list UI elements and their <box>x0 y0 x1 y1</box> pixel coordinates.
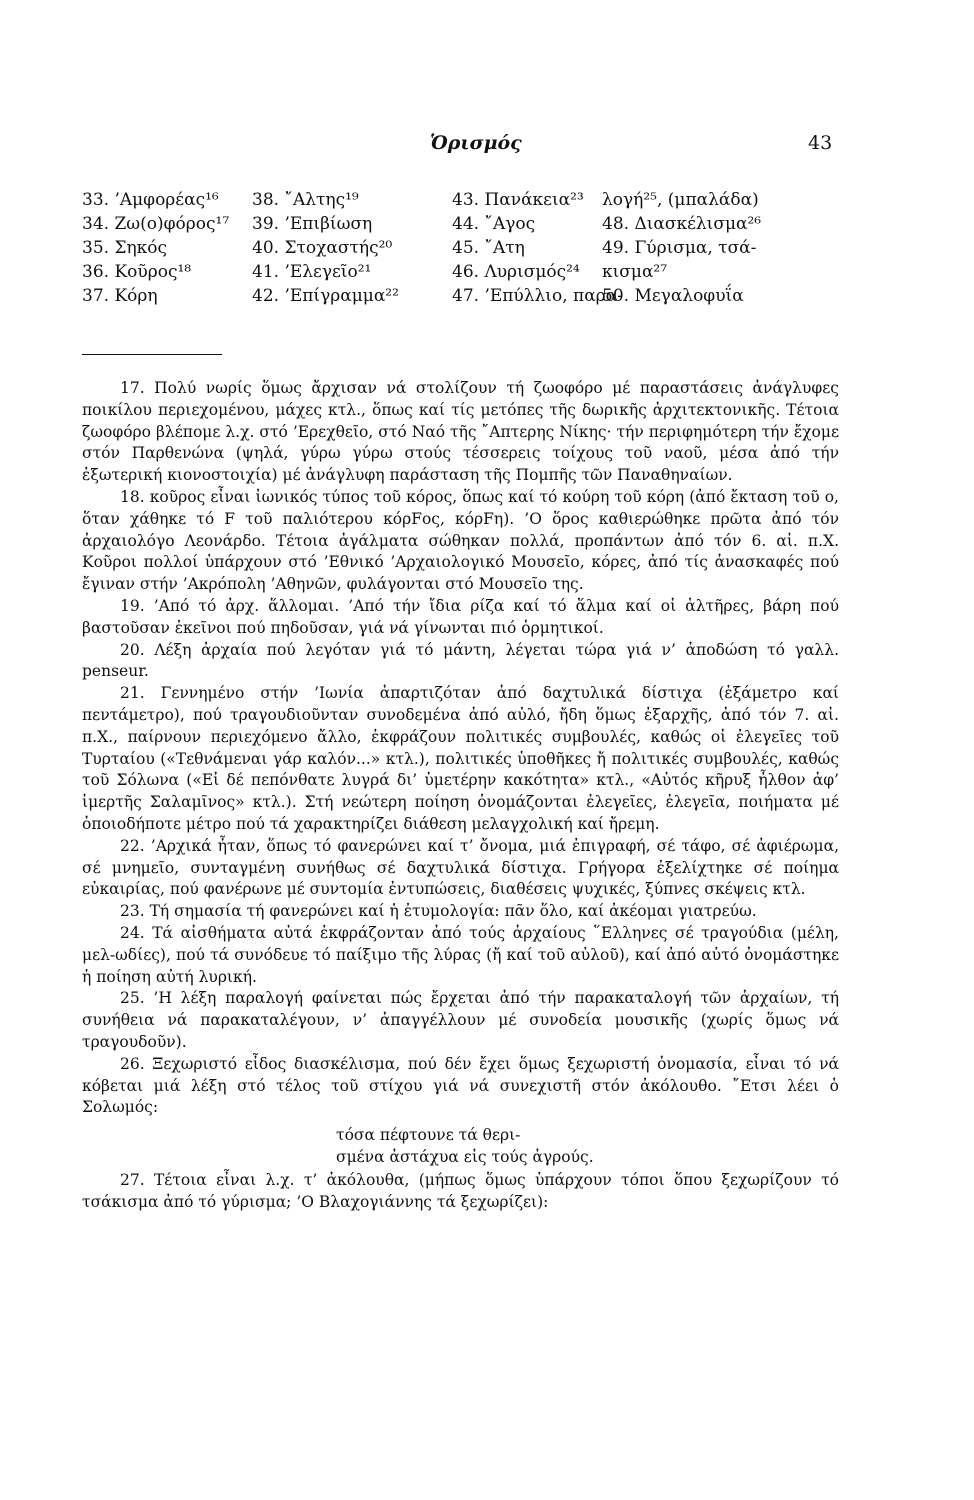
footnote-26: 26. Ξεχωριστό εἶδος διασκέλισμα, πού δέν ἔχει ὅμως ξεχωριστή ὀνομασία, εἶναι τό νά κόβεται μιά λέξη στό τέλος τοῦ στίχου γιά νά συνεχιστῆ στόν ἀκόλουθο. ῎Ετσι λέει ὁ Σολωμός: <box>82 1054 839 1117</box>
index-entry: 41. ’Ελεγεῖο²¹ <box>252 262 372 282</box>
index-entry: 40. Στοχαστής²⁰ <box>252 238 393 258</box>
footnote-19: 19. ’Από τό ἀρχ. ἅλλομαι. ’Από τήν ἴδια ρίζα καί τό ἅλμα καί οἱ ἁλτῆρες, βάρη πού βαστοῦσαν ἐκεῖνοι πού πηδοῦσαν, γιά νά γίνωνται πιό ὁρμητικοί. <box>82 596 839 637</box>
footnote-17: 17. Πολύ νωρίς ὅμως ἄρχισαν νά στολίζουν τή ζωοφόρο μέ παραστάσεις ἀνάγλυφες ποικίλου περιεχομένου, μάχες κτλ., ὅπως καί τίς μετόπες τῆς δωρικῆς ἀρχιτεκτονικῆς. Τέτοια ζωοφόρο βλέπομε λ.χ. στό ’Ερεχθεῖο, στό Ναό τῆς ῎Απτερης Νίκης· τήν περιφημότερη τήν ἔχομε στόν Παρθενώνα (ψηλά, γύρω γύρω στούς τέσσερεις τοίχους τοῦ ναοῦ, μέσα ἀπό τήν ἐξωτερική κιονοστοιχία) μέ ἀνάγλυφη παράσταση τῆς Πομπῆς τῶν Παναθηναίων. <box>82 379 839 485</box>
index-entry: 47. ’Επύλλιο, παρα- <box>452 286 623 306</box>
index-entry: 45. ῎Ατη <box>452 238 525 258</box>
index-entry: 37. Κόρη <box>82 286 158 306</box>
index-entry: λογή²⁵, (μπαλάδα) <box>602 190 759 210</box>
footnote-18: 18. κοῦρος εἶναι ἰωνικός τύπος τοῦ κόρος, ὅπως καί τό κούρη τοῦ κόρη (ἀπό ἔκταση τοῦ ο, ὅταν χάθηκε τό F τοῦ παλιότερου κόρFος, κόρFη). ’Ο ὅρος καθιερώθηκε πρῶτα ἀπό τόν ἀρχαιολόγο Λεονάρδο. Τέτοια ἀγάλματα σώθηκαν πολλά, προπάντων ἀπό τόν 6. αἰ. π.Χ. Κοῦροι πολλοί ὑπάρχουν στό ’Εθνικό ’Αρχαιολογικό Μουσεῖο, κόρες, ἀπό τίς ἀνασκαφές πού ἔγιναν στήν ’Ακρόπολη ’Αθηνῶν, φυλάγονται στό Μουσεῖο της. <box>82 487 839 594</box>
verse-line: τόσα πέφτουνε τά θερι- <box>336 1126 521 1145</box>
index-entry: 38. ῎Αλτης¹⁹ <box>252 190 359 210</box>
page-header <box>0 128 974 160</box>
footnote-divider <box>82 354 222 355</box>
index-entry: κισμα²⁷ <box>602 262 668 282</box>
footnotes <box>82 378 839 1214</box>
index-entry: 34. Ζω(ο)φόρος¹⁷ <box>82 214 230 234</box>
verse-line: σμένα ἀστάχυα εἰς τούς ἀγρούς. <box>336 1148 594 1167</box>
footnote-21: 21. Γεννημένο στήν ’Ιωνία ἀπαρτιζόταν ἀπό δαχτυλικά δίστιχα (ἑξάμετρο καί πεντάμετρο), πού τραγουδιοῦνταν συνοδεμένα ἀπό αὐλό, ἤδη ὅμως ἐξαρχῆς, ἀπό τόν 7. αἰ. π.Χ., παίρνουν περιεχόμενο ἄλλο, ἐκφράζουν πολιτικές συμβουλές, καθώς οἱ ἐλεγεῖες τοῦ Τυρταίου («Τεθνάμεναι γάρ καλόν...» κτλ.), πολιτικές ὑποθῆκες ἤ πολιτικές συμβουλές, καθώς τοῦ Σόλωνα («Εἰ δέ πεπόνθατε λυγρά δι’ ὑμετέρην κακότητα» κτλ., «Αὐτός κῆρυξ ἦλθον ἀφ’ ἱμερτῆς Σαλαμῖνος» κτλ.). Στή νεώτερη ποίηση ὀνομάζονται ἐλεγεῖες, ἐλεγεῖα, ποιήματα μέ ὁποιοδήποτε μέτρο πού τά χαρακτηρίζει διάθεση μελαγχολική καί ἤρεμη. <box>82 684 839 833</box>
running-title: Ὁρισμός <box>430 132 522 154</box>
index-entry: 39. ’Επιβίωση <box>252 214 373 234</box>
index-entry: 50. Μεγαλοφυΐα <box>602 286 744 306</box>
page-number: 43 <box>808 132 833 154</box>
index-entry: 48. Διασκέλισμα²⁶ <box>602 214 762 234</box>
index-entry: 33. ’Αμφορέας¹⁶ <box>82 190 219 210</box>
footnote-27: 27. Τέτοια εἶναι λ.χ. τ’ ἀκόλουθα, (μήπως ὅμως ὑπάρχουν τόποι ὅπου ξεχωρίζουν τό τσάκισμα ἀπό τό γύρισμα; ’Ο Βλαχογιάννης τά ξεχωρίζει): <box>82 1171 839 1211</box>
footnote-20: 20. Λέξη ἀρχαία πού λεγόταν γιά τό μάντη, λέγεται τώρα γιά ν’ ἀποδώση τό γαλλ. penseur. <box>82 640 839 681</box>
footnote-22: 22. ’Αρχικά ἦταν, ὅπως τό φανερώνει καί τ’ ὄνομα, μιά ἐπιγραφή, σέ τάφο, σέ ἀφιέρωμα, σέ μνημεῖο, συνταγμένη συνήθως σέ δαχτυλικά δίστιχα. Γρήγορα ἐξελίχτηκε σέ ποίημα εὐκαιρίας, πού φανέρωνε μέ συντομία ἐντυπώσεις, διαθέσεις ψυχικές, ξύπνες σκέψεις κτλ. <box>82 836 839 899</box>
index-column-3 <box>452 188 623 308</box>
footnote-25: 25. ’Η λέξη παραλογή φαίνεται πώς ἔρχεται ἀπό τήν παρακαταλογή τῶν ἀρχαίων, τή συνήθεια νά παρακαταλέγουν, ν’ ἀπαγγέλλουν μέ συνοδεία μουσικῆς (χωρίς ὅμως νά τραγουδοῦν). <box>82 989 839 1051</box>
index-entry: 43. Πανάκεια²³ <box>452 190 584 210</box>
index-entry: 35. Σηκός <box>82 238 168 258</box>
index-entry: 42. ’Επίγραμμα²² <box>252 286 399 306</box>
index-entry: 46. Λυρισμός²⁴ <box>452 262 580 282</box>
index-column-2 <box>252 188 399 308</box>
verse-quote <box>336 1124 839 1168</box>
index-column-1 <box>82 188 229 308</box>
footnote-24: 24. Τά αἰσθήματα αὐτά ἐκφράζονταν ἀπό τούς ἀρχαίους ῞Ελληνες σέ τραγούδια (μέλη, μελ-ωδίες), πού τά συνόδευε τό παίξιμο τῆς λύρας (ἤ καί τοῦ αὐλοῦ), καί ἀπό αὐτό ὀνομάστηκε ἡ ποίηση αὐτή λυρική. <box>82 923 839 986</box>
index-entry: 36. Κοῦρος¹⁸ <box>82 262 192 282</box>
footnote-23: 23. Τή σημασία τή φανερώνει καί ἡ ἐτυμολογία: πᾶν ὅλο, καί ἀκέομαι γιατρεύω. <box>120 902 757 921</box>
index-entry: 49. Γύρισμα, τσά- <box>602 238 757 258</box>
index-column-4 <box>602 188 761 308</box>
index-entry: 44. ῎Αγος <box>452 214 536 234</box>
term-index <box>82 188 842 338</box>
